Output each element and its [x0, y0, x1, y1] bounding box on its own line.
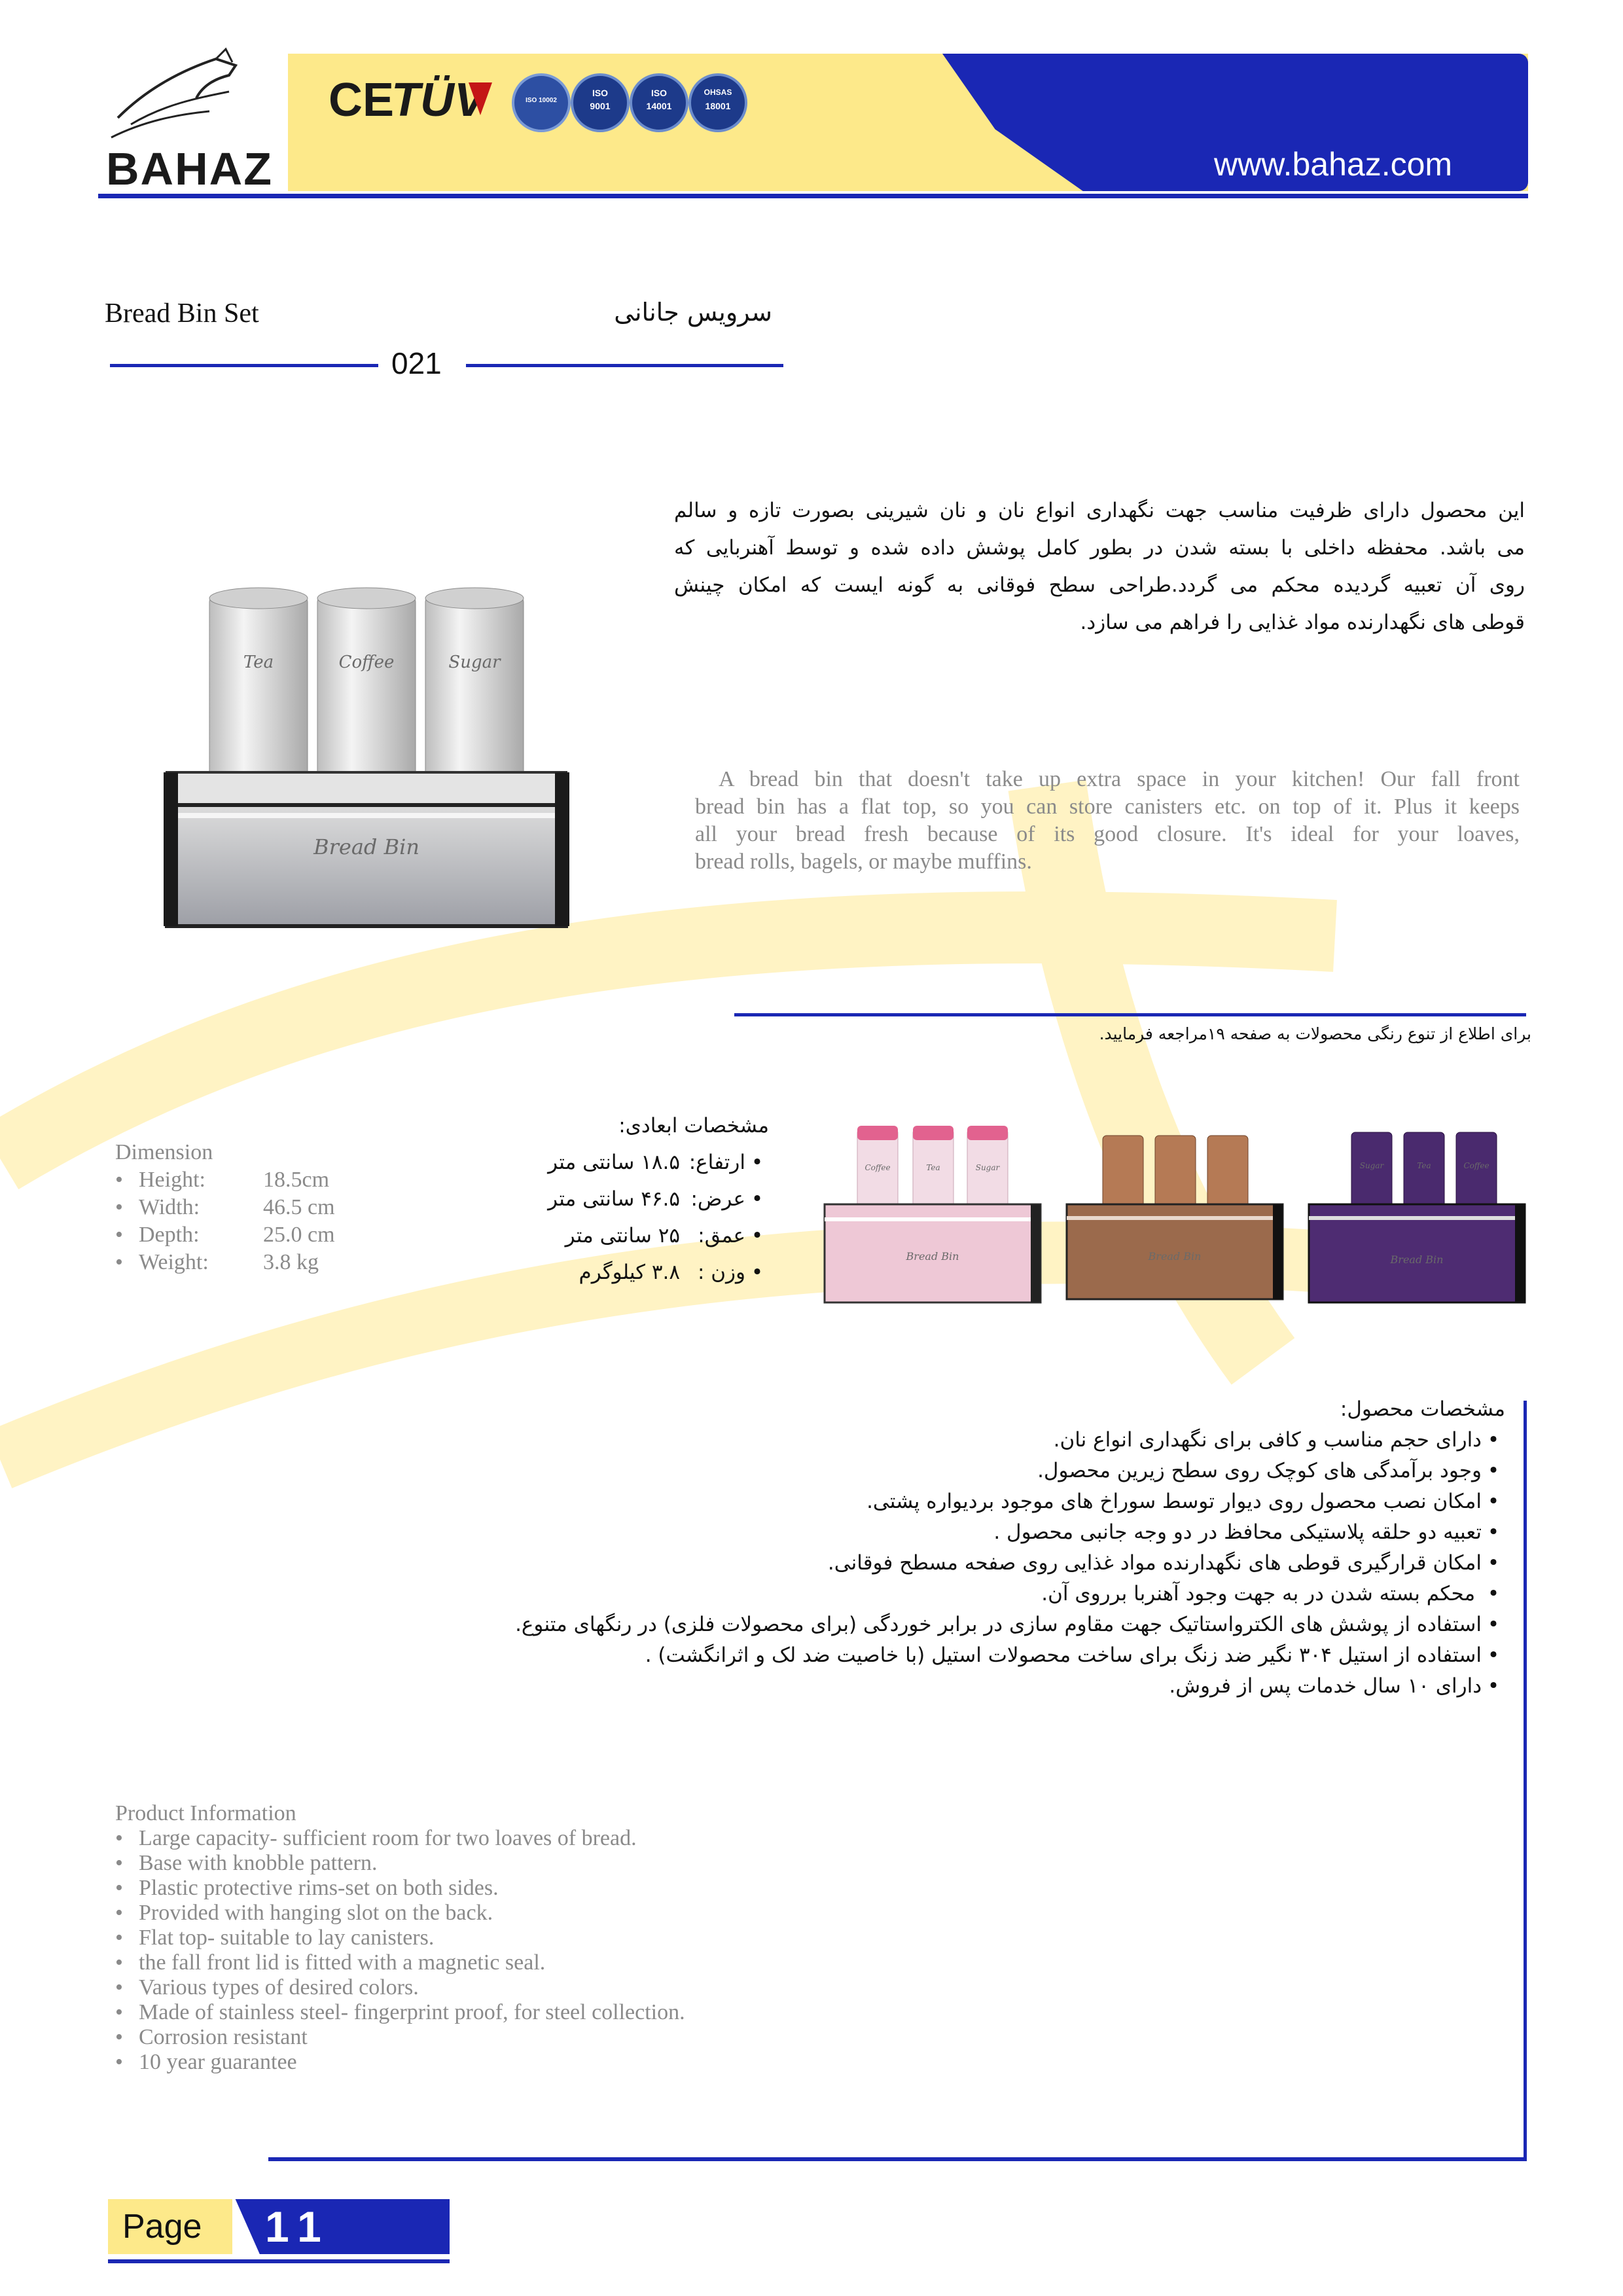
- product-code: 021: [391, 346, 442, 380]
- product-info-fa-item: • محکم بسته شدن در به جهت وجود آهنربا برروی آن.: [432, 1579, 1505, 1609]
- product-title-en: Bread Bin Set: [105, 298, 259, 329]
- dimension-en-row: • Height: 18.5cm: [115, 1166, 335, 1194]
- product-info-fa-heading: مشخصات محصول:: [1340, 1397, 1505, 1421]
- product-info-fa: [432, 1394, 1505, 1702]
- color-variants-image: [818, 1119, 1531, 1309]
- dimension-fa-row: • عمق:۲۵ سانتی متر: [471, 1217, 769, 1254]
- variant-pink: [825, 1126, 1041, 1302]
- product-info-en-item: • Corrosion resistant: [115, 2025, 685, 2050]
- product-info-vertical-rule: [1524, 1401, 1527, 2160]
- page-label: Page: [122, 2208, 202, 2246]
- ce-mark: CE: [329, 74, 395, 126]
- dimension-en-heading: Dimension: [115, 1140, 213, 1164]
- product-info-en-item: • Base with knobble pattern.: [115, 1851, 685, 1876]
- canister-sugar: [425, 588, 524, 782]
- product-info-en: [115, 1801, 685, 2075]
- color-note: برای اطلاع از تنوع رنگی محصولات به صفحه ۱۹مراجعه فرمایید.: [1099, 1024, 1531, 1043]
- main-product-image: [164, 583, 569, 929]
- logo-horse-icon: [105, 46, 262, 144]
- dimension-fa-row: • وزن :۳.۸ کیلوگرم: [471, 1254, 769, 1291]
- title-rule-left: [110, 364, 378, 367]
- variant-bronze: [1067, 1136, 1283, 1299]
- dimension-en-row: • Depth: 25.0 cm: [115, 1221, 335, 1249]
- dimension-fa-row: • عرض:۴۶.۵ سانتی متر: [471, 1181, 769, 1217]
- description-en: [695, 766, 1520, 876]
- product-info-en-item: • Made of stainless steel- fingerprint proof, for steel collection.: [115, 2000, 685, 2025]
- variant-canister-label: Sugar: [1359, 1161, 1384, 1170]
- website-link[interactable]: www.bahaz.com: [1214, 146, 1453, 183]
- product-info-en-item: • Plastic protective rims-set on both sides.: [115, 1876, 685, 1901]
- variant-bin-label: Bread Bin: [1148, 1250, 1202, 1263]
- tuv-mark: TÜV: [391, 74, 486, 126]
- dimension-en-row: • Weight: 3.8 kg: [115, 1249, 335, 1276]
- canister-label: Sugar: [448, 653, 501, 672]
- variant-canister-label: Tea: [926, 1163, 940, 1172]
- canister-label: Tea: [243, 653, 274, 672]
- iso-badge-9001: ISO 9001: [571, 73, 630, 132]
- product-info-en-item: • Various types of desired colors.: [115, 1975, 685, 2000]
- dimension-en: [115, 1139, 335, 1276]
- iso-badge-10002: ISO 10002: [512, 73, 571, 132]
- variant-canister-label: Sugar: [975, 1163, 1000, 1172]
- product-info-fa-item: • امکان نصب محصول روی دیوار توسط سوراخ های موجود بردیواره پشتی.: [432, 1486, 1505, 1517]
- logo-text: BAHAZ: [106, 143, 273, 194]
- product-info-fa-item: • تعبیه دو حلقه پلاستیکی محافظ در دو وجه جانبی محصول .: [432, 1517, 1505, 1548]
- description-en-line: all your bread fresh because of its good closure. It's ideal for your loaves,: [695, 822, 1520, 846]
- description-fa-line: این محصول دارای ظرفیت مناسب جهت نگهداری انواع نان و نان شیرینی بصورت تازه و سالم: [674, 499, 1525, 522]
- bin-label: Bread Bin: [313, 834, 419, 859]
- dimension-en-row: • Width: 46.5 cm: [115, 1194, 335, 1221]
- description-fa: [674, 492, 1525, 641]
- bottom-rule: [268, 2157, 1527, 2161]
- canister-coffee: [317, 588, 416, 782]
- logo: [105, 46, 273, 196]
- description-fa-line: می باشد. محفظه داخلی با بسته شدن در بطور کامل پوشش داده شده و توسط آهنربایی که: [674, 536, 1525, 560]
- page-tag-underline: [108, 2259, 450, 2263]
- description-fa-line: قوطی های نگهدارنده مواد غذایی را فراهم می سازد.: [1080, 611, 1525, 634]
- iso-badges: [512, 73, 747, 132]
- canister-tea: [209, 588, 308, 782]
- ohsas-badge-18001: OHSAS 18001: [688, 73, 747, 132]
- product-info-en-item: • Large capacity- sufficient room for two loaves of bread.: [115, 1826, 685, 1851]
- product-info-en-item: • the fall front lid is fitted with a magnetic seal.: [115, 1950, 685, 1975]
- title-rule-right: [466, 364, 783, 367]
- dimension-fa-row: • ارتفاع:۱۸.۵ سانتی متر: [471, 1144, 769, 1181]
- product-info-fa-item: • امکان قرارگیری قوطی های نگهدارنده مواد غذایی روی صفحه مسطح فوقانی.: [432, 1548, 1505, 1579]
- product-info-en-item: • Flat top- suitable to lay canisters.: [115, 1926, 685, 1950]
- variant-canister-label: Coffee: [1463, 1161, 1489, 1170]
- dimension-fa: [471, 1107, 769, 1291]
- product-title-fa: سرویس جانانی: [614, 298, 772, 327]
- variant-bin-label: Bread Bin: [1390, 1253, 1444, 1266]
- description-en-line: bread rolls, bagels, or maybe muffins.: [695, 850, 1032, 874]
- product-info-fa-item: • استفاده از پوشش های الکترواستاتیک جهت مقاوم سازی در برابر خوردگی (برای محصولات فلزی) در رنگهای متنوع.: [432, 1609, 1505, 1640]
- color-note-rule: [734, 1013, 1526, 1016]
- dimension-fa-heading: مشخصات ابعادی:: [618, 1114, 769, 1138]
- page-number: 11: [265, 2202, 332, 2251]
- variant-canister-label: Tea: [1417, 1161, 1431, 1170]
- description-fa-line: روی آن تعبیه گردیده محکم می گردد.طراحی سطح فوقانی به گونه ایست که امکان چینش: [674, 573, 1525, 597]
- page-tag: [108, 2199, 455, 2265]
- product-info-en-heading: Product Information: [115, 1801, 296, 1825]
- product-info-fa-item: • دارای حجم مناسب و کافی برای نگهداری انواع نان.: [432, 1425, 1505, 1456]
- variant-bin-label: Bread Bin: [906, 1250, 959, 1263]
- tuv-check-icon: [469, 82, 492, 115]
- product-info-fa-item: • دارای ۱۰ سال خدمات پس از فروش.: [432, 1671, 1505, 1702]
- product-info-fa-item: • وجود برآمدگی های کوچک روی سطح زیرین محصول.: [432, 1456, 1505, 1486]
- product-info-en-item: • Provided with hanging slot on the back.: [115, 1901, 685, 1926]
- header-underline: [98, 194, 1528, 198]
- description-en-line: A bread bin that doesn't take up extra space in your kitchen! Our fall front: [719, 767, 1520, 791]
- product-info-fa-item: • استفاده از استیل ۳۰۴ نگیر ضد زنگ برای ساخت محصولات استیل (با خاصیت ضد لک و اثرانگشت) .: [432, 1640, 1505, 1671]
- canister-label: Coffee: [338, 653, 395, 672]
- product-info-en-item: • 10 year guarantee: [115, 2050, 685, 2075]
- description-en-line: bread bin has a flat top, so you can store canisters etc. on top of it. Plus it keeps: [695, 795, 1520, 819]
- variant-canister-label: Coffee: [865, 1163, 891, 1172]
- variant-purple: [1309, 1132, 1525, 1302]
- iso-badge-14001: ISO 14001: [630, 73, 688, 132]
